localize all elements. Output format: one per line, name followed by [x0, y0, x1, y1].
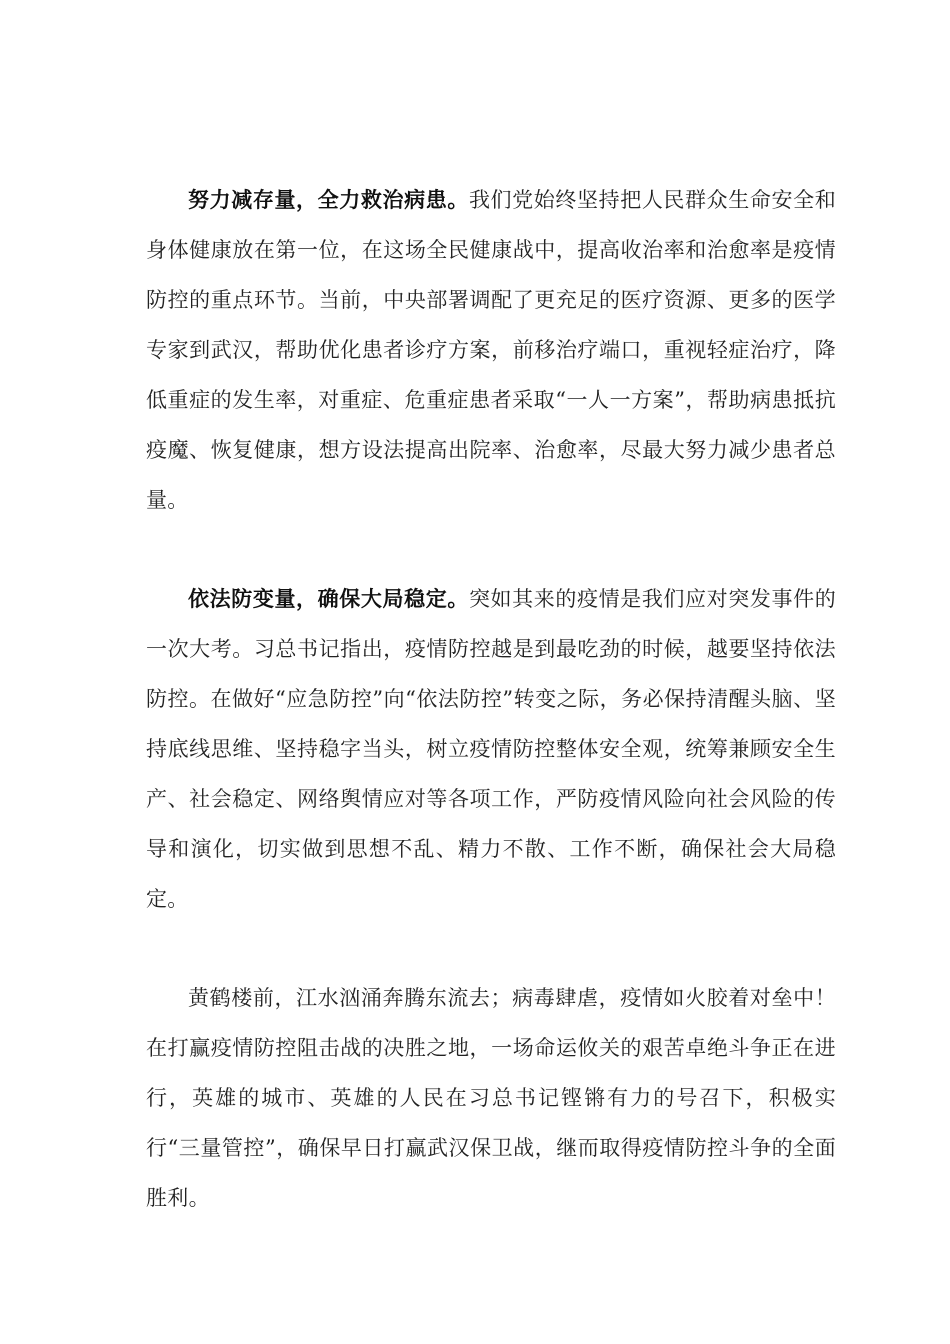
paragraph-heading: 依法防变量，确保大局稳定。 [188, 586, 469, 611]
paragraph-reduce-stock [146, 175, 836, 525]
paragraph-heading: 努力减存量，全力救治病患。 [188, 187, 469, 212]
paragraph-text: 突如其来的疫情是我们应对突发事件的一次大考。习总书记指出，疫情防控越是到最吃劲的时候，越要坚持依法防控。在做好“应急防控”向“依法防控”转变之际，务必保持清醒头脑、坚持底线思维、坚持稳字当头，树立疫情防控整体安全观，统筹兼顾安全生产、社会稳定、网络舆情应对等各项工作，严防疫情风险向社会风险的传导和演化，切实做到思想不乱、精力不散、工作不断，确保社会大局稳定。 [146, 587, 836, 911]
paragraph-conclusion [146, 973, 836, 1223]
paragraph-text: 我们党始终坚持把人民群众生命安全和身体健康放在第一位，在这场全民健康战中，提高收治率和治愈率是疫情防控的重点环节。当前，中央部署调配了更充足的医疗资源、更多的医学专家到武汉，帮助优化患者诊疗方案，前移治疗端口，重视轻症治疗，降低重症的发生率，对重症、危重症患者采取“一人一方案”，帮助病患抵抗疫魔、恢复健康，想方设法提高出院率、治愈率，尽最大努力减少患者总量。 [146, 188, 836, 512]
paragraph-text: 黄鹤楼前，江水汹涌奔腾东流去；病毒肆虐，疫情如火胶着对垒中！在打赢疫情防控阻击战的决胜之地，一场命运攸关的艰苦卓绝斗争正在进行，英雄的城市、英雄的人民在习总书记铿锵有力的号召下，积极实行“三量管控”，确保早日打赢武汉保卫战，继而取得疫情防控斗争的全面胜利。 [146, 986, 836, 1210]
paragraph-prevent-variables [146, 574, 836, 924]
